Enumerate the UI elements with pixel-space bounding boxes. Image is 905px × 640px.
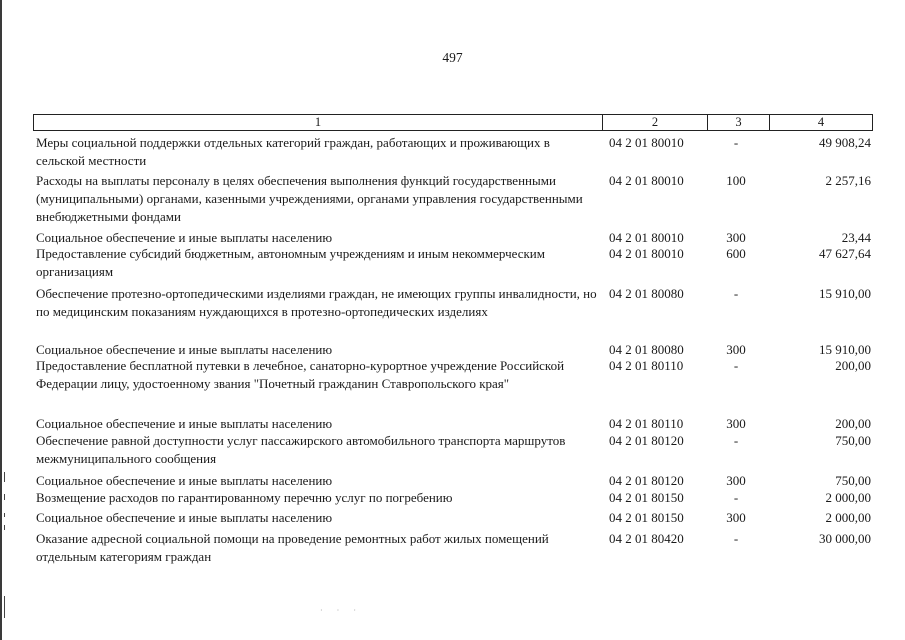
- header-col-1: 1: [314, 115, 322, 129]
- row-type: -: [733, 286, 739, 301]
- row-name: Меры социальной поддержки отдельных категорий граждан, работающих и проживающих в сельской местности: [36, 135, 550, 169]
- row-name: Социальное обеспечение и иные выплаты населению: [36, 473, 333, 488]
- row-code: 04 2 01 80010: [609, 246, 684, 261]
- row-name: Возмещение расходов по гарантированному перечню услуг по погребению: [36, 490, 453, 505]
- row-code: 04 2 01 80120: [609, 433, 684, 448]
- row-type: 100: [726, 173, 746, 188]
- row-sum: 23,44: [841, 230, 871, 245]
- row-type: -: [733, 433, 739, 448]
- row-code: 04 2 01 80420: [609, 531, 684, 546]
- row-code: 04 2 01 80080: [609, 342, 684, 357]
- row-name: Социальное обеспечение и иные выплаты населению: [36, 416, 333, 431]
- scan-mark: [4, 472, 5, 482]
- scan-edge-line: [0, 0, 2, 640]
- row-code: 04 2 01 80010: [609, 173, 684, 188]
- row-sum: 15 910,00: [819, 286, 871, 301]
- row-name: Предоставление бесплатной путевки в лечебное, санаторно-курортное учреждение Российской Федерации лицу, удостоенному звания "Почетный гражданин Ставропольского края": [36, 358, 565, 392]
- page-number: 497: [442, 50, 463, 65]
- row-code: 04 2 01 80010: [609, 135, 684, 150]
- row-sum: 2 257,16: [825, 173, 871, 188]
- row-type: -: [733, 135, 739, 150]
- row-type: 600: [726, 246, 746, 261]
- row-type: 300: [726, 510, 746, 525]
- table-header: [33, 114, 873, 131]
- row-code: 04 2 01 80010: [609, 230, 684, 245]
- scan-mark: [4, 513, 5, 517]
- scan-mark: [4, 494, 5, 500]
- scan-noise: · · ·: [320, 606, 362, 615]
- row-code: 04 2 01 80110: [609, 358, 684, 373]
- row-name: Социальное обеспечение и иные выплаты населению: [36, 510, 333, 525]
- row-sum: 15 910,00: [819, 342, 871, 357]
- row-sum: 750,00: [835, 473, 871, 488]
- row-name: Расходы на выплаты персоналу в целях обеспечения выполнения функций государственными (муниципальными) органами, казенными учреждениями, органами управления государственными внебюджетными фондами: [36, 173, 583, 225]
- row-name: Обеспечение протезно-ортопедическими изделиями граждан, не имеющих группы инвалидности, но по медицинским показаниям нуждающихся в протезно-ортопедических изделиях: [36, 286, 597, 320]
- row-name: Оказание адресной социальной помощи на проведение ремонтных работ жилых помещений отдельным категориям граждан: [36, 531, 549, 565]
- row-code: 04 2 01 80150: [609, 490, 684, 505]
- row-sum: 2 000,00: [825, 510, 871, 525]
- row-sum: 200,00: [835, 358, 871, 373]
- row-sum: 30 000,00: [819, 531, 871, 546]
- row-code: 04 2 01 80080: [609, 286, 684, 301]
- row-sum: 200,00: [835, 416, 871, 431]
- row-code: 04 2 01 80110: [609, 416, 684, 431]
- scan-mark: [4, 596, 5, 618]
- row-type: -: [733, 358, 739, 373]
- row-sum: 49 908,24: [819, 135, 871, 150]
- row-sum: 2 000,00: [825, 490, 871, 505]
- row-type: -: [733, 490, 739, 505]
- row-type: -: [733, 531, 739, 546]
- row-type: 300: [726, 230, 746, 245]
- header-col-3: 3: [707, 115, 769, 130]
- header-col-2: 2: [602, 115, 707, 130]
- row-name: Социальное обеспечение и иные выплаты населению: [36, 342, 333, 357]
- row-name: Обеспечение равной доступности услуг пассажирского автомобильного транспорта маршрутов межмуниципального сообщения: [36, 433, 566, 467]
- row-code: 04 2 01 80120: [609, 473, 684, 488]
- row-sum: 47 627,64: [819, 246, 871, 261]
- header-col-4: 4: [769, 115, 872, 130]
- row-code: 04 2 01 80150: [609, 510, 684, 525]
- scan-mark: [4, 525, 5, 530]
- row-type: 300: [726, 473, 746, 488]
- row-type: 300: [726, 416, 746, 431]
- row-name: Предоставление субсидий бюджетным, автономным учреждениям и иным некоммерческим организациям: [36, 246, 545, 280]
- row-name: Социальное обеспечение и иные выплаты населению: [36, 230, 333, 245]
- row-type: 300: [726, 342, 746, 357]
- row-sum: 750,00: [835, 433, 871, 448]
